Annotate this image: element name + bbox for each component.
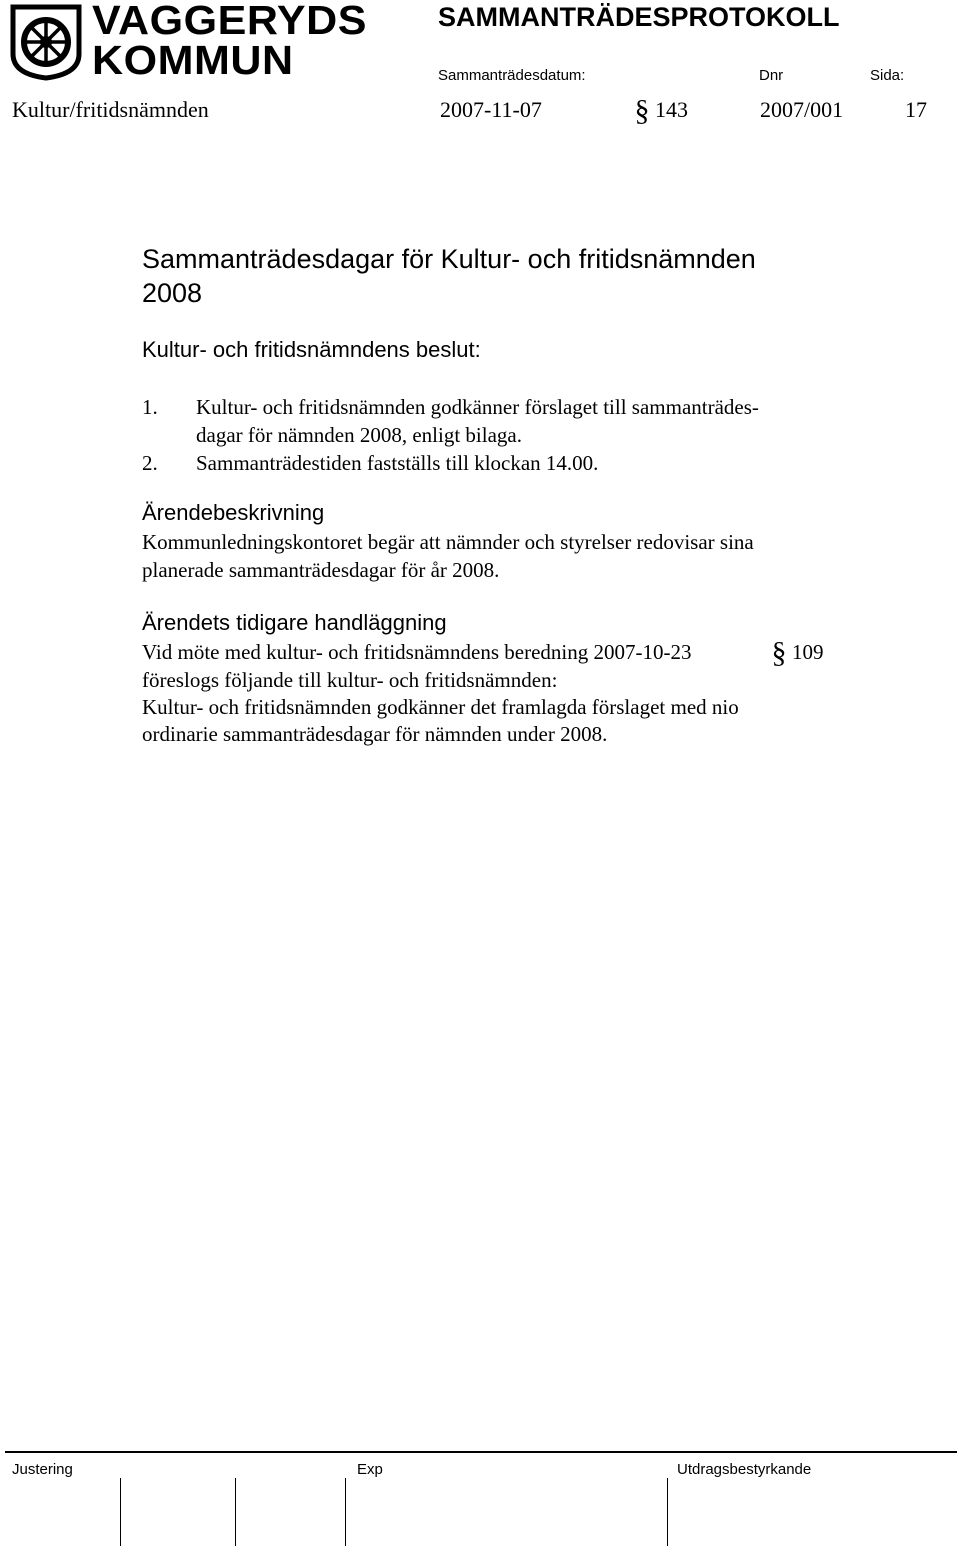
footer-divider (5, 1451, 957, 1453)
history-text-cont: föreslogs följande till kultur- och fritidsnämnden: (142, 668, 558, 692)
section-sign-icon (773, 636, 785, 668)
svg-text:§: § (634, 94, 650, 127)
signature-line (345, 1478, 346, 1546)
signature-line (667, 1478, 668, 1546)
decision-2-number: 2. (142, 451, 158, 475)
history-text: Vid möte med kultur- och fritidsnämndens beredning 2007-10-23 (142, 640, 692, 664)
page-title-line-2: 2008 (142, 278, 203, 308)
decision-2-text: Sammanträdestiden fastställs till klockan 14.00. (196, 451, 599, 475)
description-heading: Ärendebeskrivning (142, 500, 325, 525)
dnr-value: 2007/001 (760, 97, 844, 122)
page-label: Sida: (870, 67, 905, 84)
history-heading: Ärendets tidigare handläggning (142, 610, 447, 635)
paragraph-number: 143 (655, 97, 688, 122)
logo-line-2: KOMMUN (92, 37, 294, 83)
page-number: 17 (905, 97, 927, 122)
extract-certification-label: Utdragsbestyrkande (677, 1461, 812, 1478)
dnr-label: Dnr (759, 67, 784, 84)
signature-line (120, 1478, 121, 1546)
logo-wordmark (92, 0, 368, 83)
history-paragraph-number: 109 (792, 640, 824, 664)
section-sign-icon (636, 94, 648, 126)
committee-name: Kultur/fritidsnämnden (12, 97, 209, 122)
page-title: Sammanträdesdagar för Kultur- och fritidsnämnden (142, 244, 756, 274)
wagon-wheel-icon (10, 4, 82, 80)
svg-text:§: § (771, 636, 787, 669)
justering-label: Justering (12, 1461, 73, 1478)
exp-label: Exp (357, 1461, 383, 1478)
signature-line (235, 1478, 236, 1546)
decision-1-text-cont: dagar för nämnden 2008, enligt bilaga. (196, 423, 522, 447)
logo-line-1: VAGGERYDS (92, 0, 368, 43)
history-text-cont: Kultur- och fritidsnämnden godkänner det framlagda förslaget med nio (142, 695, 739, 719)
decision-heading: Kultur- och fritidsnämndens beslut: (142, 337, 481, 362)
decision-1-number: 1. (142, 395, 158, 419)
description-text-cont: planerade sammanträdesdagar för år 2008. (142, 558, 500, 582)
description-text: Kommunledningskontoret begär att nämnder och styrelser redovisar sina (142, 530, 754, 554)
meeting-date: 2007-11-07 (440, 97, 542, 122)
meeting-date-label: Sammanträdesdatum: (438, 67, 586, 84)
document-title: SAMMANTRÄDESPROTOKOLL (438, 2, 840, 32)
history-text-cont: ordinarie sammanträdesdagar för nämnden under 2008. (142, 722, 608, 746)
decision-1-text: Kultur- och fritidsnämnden godkänner förslaget till sammanträdes- (196, 395, 759, 419)
